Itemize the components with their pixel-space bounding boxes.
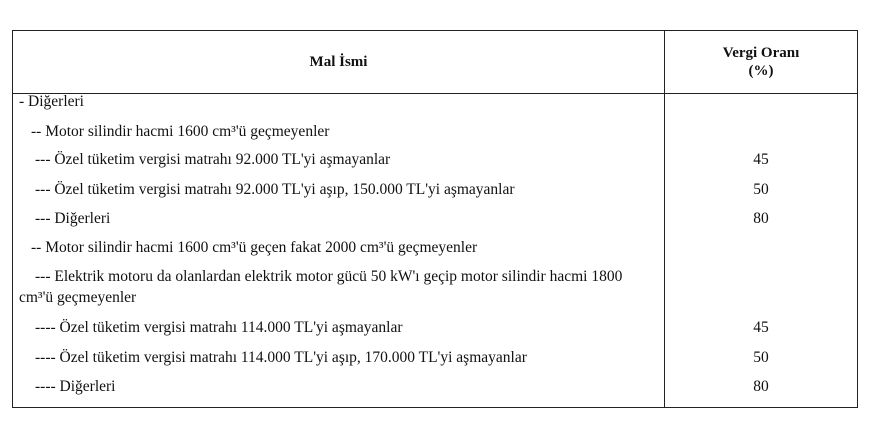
row-name: --- Elektrik motoru da olanlardan elektrik motor gücü 50 kW'ı geçip motor silindir hacmi 1800 cm³'ü geçmeyenler bbox=[19, 268, 623, 306]
row-rate: 80 bbox=[753, 378, 769, 395]
header-tax-rate bbox=[665, 31, 857, 93]
row-name: --- Özel tüketim vergisi matrahı 92.000 TL'yi aşmayanlar bbox=[35, 151, 391, 168]
row-rate: 50 bbox=[753, 349, 769, 366]
row-rate: 50 bbox=[753, 181, 769, 198]
row-name: ---- Özel tüketim vergisi matrahı 114.000 TL'yi aşmayanlar bbox=[35, 319, 403, 336]
row-name: --- Özel tüketim vergisi matrahı 92.000 TL'yi aşıp, 150.000 TL'yi aşmayanlar bbox=[35, 181, 515, 198]
table-header bbox=[13, 31, 857, 94]
row-rate: 45 bbox=[753, 151, 769, 168]
header-tax-rate-title: Vergi Oranı bbox=[722, 45, 800, 61]
row-name: -- Motor silindir hacmi 1600 cm³'ü geçmeyenler bbox=[31, 123, 330, 140]
row-rate: 45 bbox=[753, 319, 769, 336]
row-rate: 80 bbox=[753, 210, 769, 227]
header-tax-rate-unit: (%) bbox=[748, 63, 774, 79]
row-name: ---- Diğerleri bbox=[35, 378, 116, 395]
header-product-name: Mal İsmi bbox=[309, 53, 368, 70]
row-name: --- Diğerleri bbox=[35, 210, 111, 227]
row-name: ---- Özel tüketim vergisi matrahı 114.000 TL'yi aşıp, 170.000 TL'yi aşmayanlar bbox=[35, 349, 527, 366]
row-name: -- Motor silindir hacmi 1600 cm³'ü geçen fakat 2000 cm³'ü geçmeyenler bbox=[31, 239, 478, 256]
row-name: - Diğerleri bbox=[19, 93, 84, 110]
tax-rate-table bbox=[12, 30, 858, 408]
